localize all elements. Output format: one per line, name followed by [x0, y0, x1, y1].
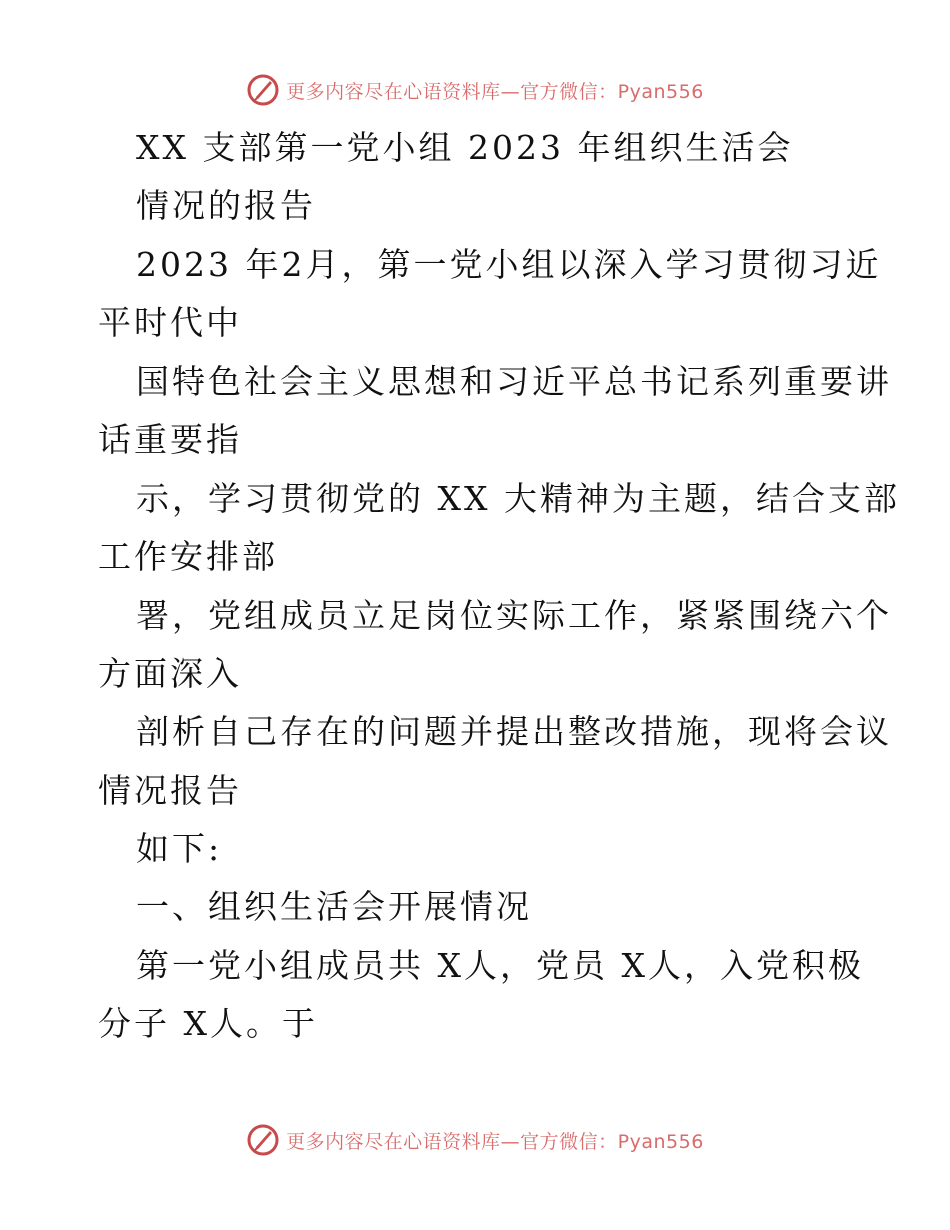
paragraph-line: 方面深入 — [98, 654, 242, 693]
paragraph-line: 署，党组成员立足岗位实际工作，紧紧围绕六个 — [136, 596, 892, 635]
paragraph-line: 如下: — [136, 829, 223, 868]
title-line-2: 情况的报告 — [136, 186, 316, 225]
paragraph-line: 分子 X人。于 — [98, 1004, 318, 1043]
paragraph-line: 第一党小组成员共 X人，党员 X人，入党积极 — [136, 946, 864, 985]
paragraph-line: 平时代中 — [98, 303, 242, 342]
footer-watermark — [0, 1120, 950, 1160]
header-watermark — [0, 70, 950, 110]
quill-pen-logo-icon — [246, 73, 280, 107]
paragraph-line: 情况报告 — [98, 771, 242, 810]
paragraph-line: 国特色社会主义思想和习近平总书记系列重要讲 — [136, 362, 892, 401]
paragraph-line: 示，学习贯彻党的 XX 大精神为主题，结合支部 — [136, 479, 900, 518]
watermark-text: 更多内容尽在心语资料库—官方微信：Pyan556 — [286, 80, 704, 103]
section-heading: 一、组织生活会开展情况 — [136, 887, 532, 926]
paragraph-line: 2023 年2月，第一党小组以深入学习贯彻习近 — [136, 245, 882, 284]
paragraph-line: 剖析自己存在的问题并提出整改措施，现将会议 — [136, 712, 892, 751]
watermark-text: 更多内容尽在心语资料库—官方微信：Pyan556 — [286, 1130, 704, 1153]
paragraph-line: 工作安排部 — [98, 537, 278, 576]
title-line-1: XX 支部第一党小组 2023 年组织生活会 — [136, 128, 794, 167]
paragraph-line: 话重要指 — [98, 420, 242, 459]
quill-pen-logo-icon — [246, 1123, 280, 1157]
